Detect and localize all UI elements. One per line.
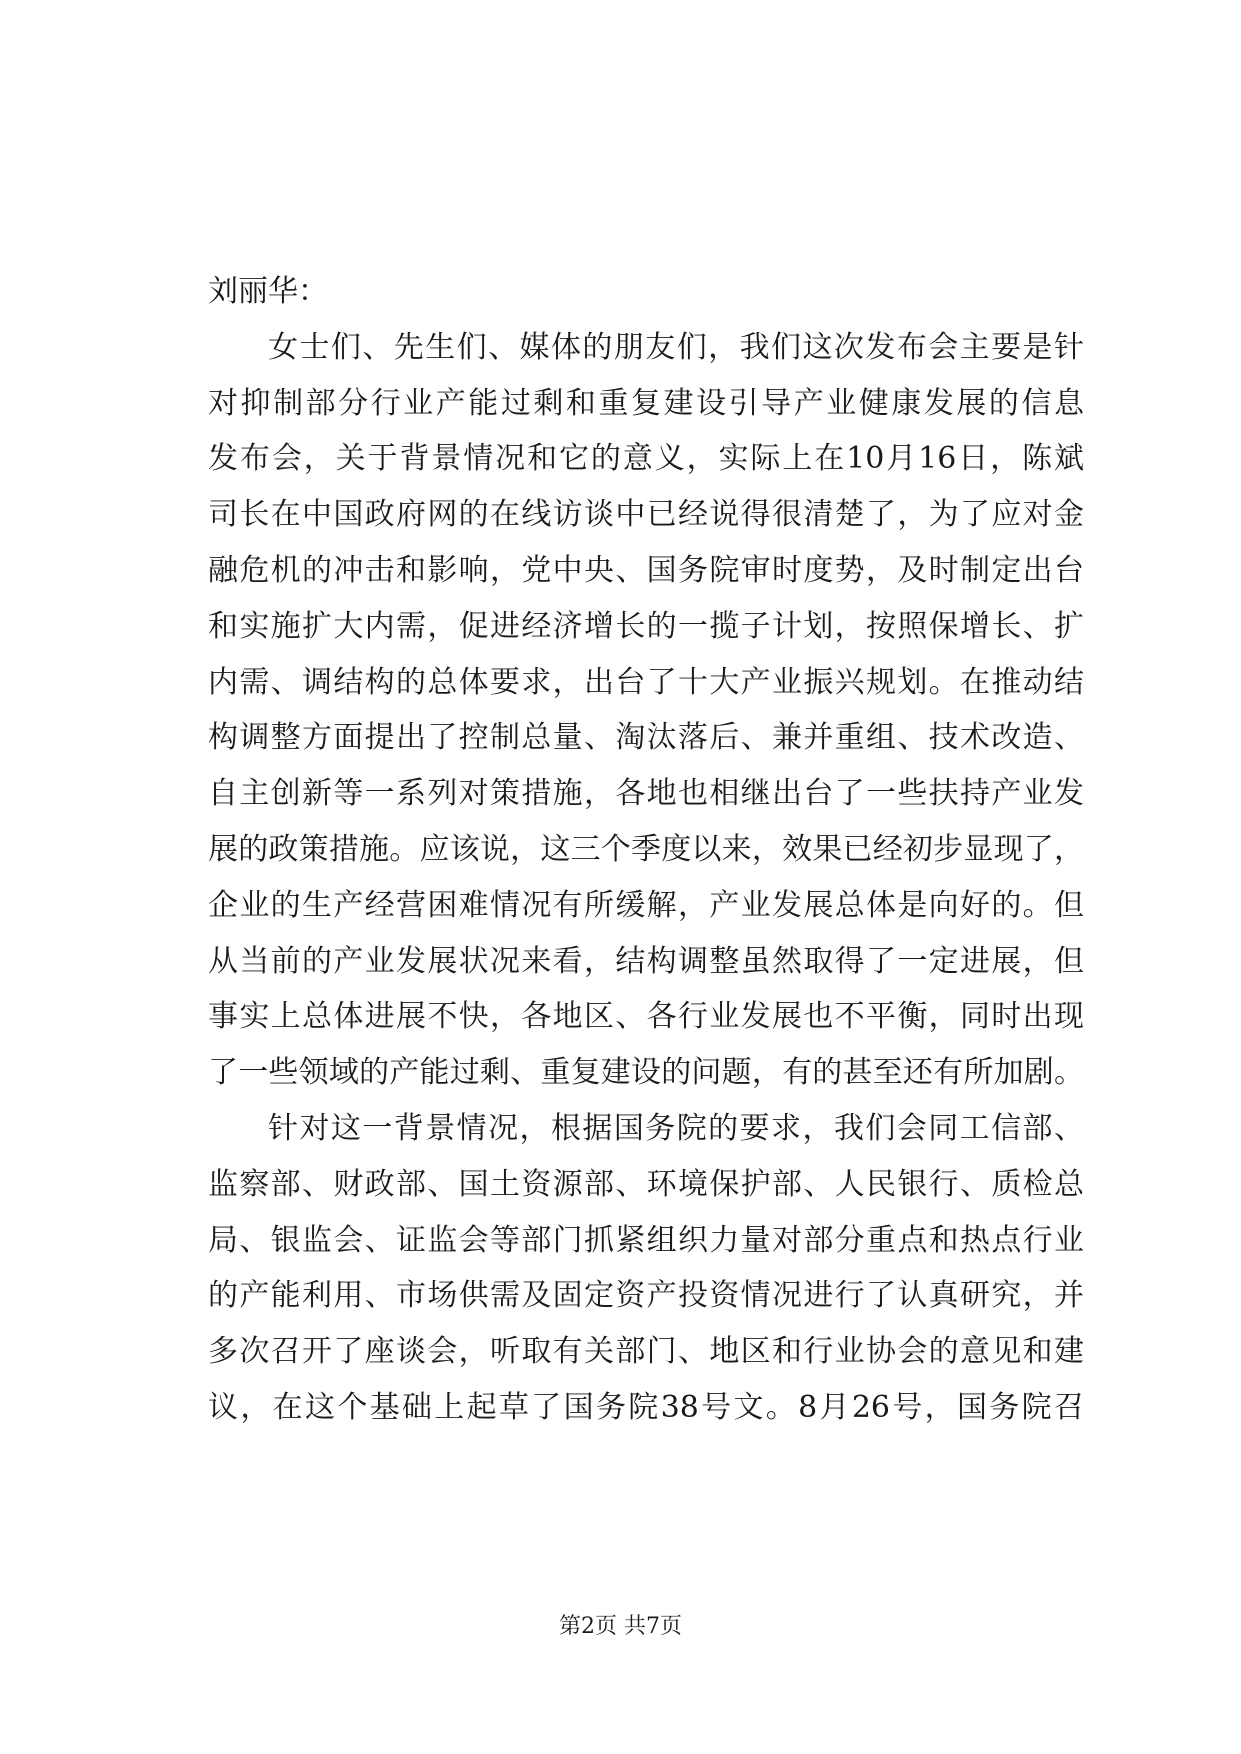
paragraph-line: 监察部、财政部、国土资源部、环境保护部、人民银行、质检总 — [208, 1166, 1084, 1202]
paragraph-line: 多次召开了座谈会，听取有关部门、地区和行业协会的意见和建 — [208, 1334, 1084, 1370]
paragraph-line: 针对这一背景情况，根据国务院的要求，我们会同工信部、 — [268, 1110, 1084, 1146]
paragraph-line: 发布会，关于背景情况和它的意义，实际上在10月16日，陈斌 — [208, 441, 1084, 477]
paragraph-line: 女士们、先生们、媒体的朋友们，我们这次发布会主要是针 — [268, 329, 1084, 365]
body-text — [208, 264, 1084, 1436]
paragraph-line: 司长在中国政府网的在线访谈中已经说得很清楚了，为了应对金 — [208, 497, 1084, 533]
paragraph-line: 构调整方面提出了控制总量、淘汰落后、兼并重组、技术改造、 — [208, 720, 1084, 756]
paragraph-line: 融危机的冲击和影响，党中央、国务院审时度势，及时制定出台 — [208, 552, 1084, 588]
paragraph-line: 事实上总体进展不快，各地区、各行业发展也不平衡，同时出现 — [208, 999, 1084, 1035]
paragraph-line: 议，在这个基础上起草了国务院38号文。8月26号，国务院召 — [208, 1389, 1084, 1425]
paragraph-line: 展的政策措施。应该说，这三个季度以来，效果已经初步显现了， — [208, 831, 1084, 867]
paragraph-line: 的产能利用、市场供需及固定资产投资情况进行了认真研究，并 — [208, 1278, 1084, 1314]
paragraph-line: 对抑制部分行业产能过剩和重复建设引导产业健康发展的信息 — [208, 385, 1084, 421]
paragraph-line: 企业的生产经营困难情况有所缓解，产业发展总体是向好的。但 — [208, 887, 1084, 923]
paragraph-line: 自主创新等一系列对策措施，各地也相继出台了一些扶持产业发 — [208, 776, 1084, 812]
page-number-label: 第2页 共7页 — [559, 1614, 682, 1639]
speaker-name: 刘丽华： — [208, 274, 328, 309]
paragraph-line: 局、银监会、证监会等部门抓紧组织力量对部分重点和热点行业 — [208, 1222, 1084, 1258]
paragraph-line: 和实施扩大内需，促进经济增长的一揽子计划，按照保增长、扩 — [208, 608, 1084, 644]
page-footer — [0, 1612, 1241, 1642]
paragraph-line: 从当前的产业发展状况来看，结构调整虽然取得了一定进展，但 — [208, 943, 1084, 979]
paragraph-line: 内需、调结构的总体要求，出台了十大产业振兴规划。在推动结 — [208, 664, 1084, 700]
paragraph-line: 了一些领域的产能过剩、重复建设的问题，有的甚至还有所加剧。 — [208, 1055, 1084, 1091]
